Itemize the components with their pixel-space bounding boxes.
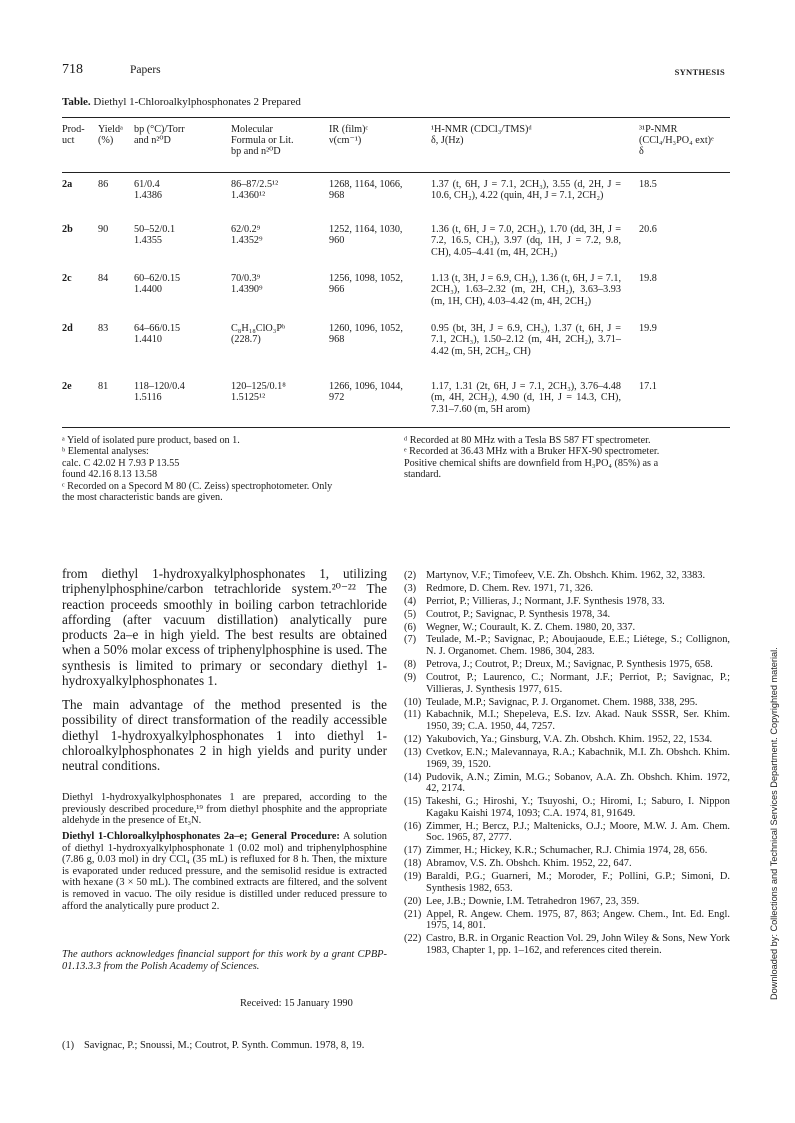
reference-number: (5): [404, 608, 417, 620]
experimental-procedure: [62, 831, 387, 912]
cell-yield: 81: [98, 381, 109, 392]
reference-item: [404, 933, 730, 956]
header-ir: IR (film)ᶜ ν(cm⁻¹): [329, 124, 369, 147]
reference-list: [404, 570, 730, 958]
reference-item: [404, 609, 730, 621]
cell-bp: 61/0.4 1.4386: [134, 179, 163, 202]
cell-pnmr: 18.5: [639, 179, 657, 190]
reference-number: (17): [404, 845, 422, 857]
header-product: Prod- uct: [62, 124, 85, 147]
reference-number: (7): [404, 634, 417, 646]
journal-name: SYNTHESIS: [674, 67, 725, 77]
reference-item: [404, 858, 730, 870]
cell-yield: 83: [98, 323, 109, 334]
cell-hnmr: 1.13 (t, 3H, J = 6.9, CH₃), 1.36 (t, 6H, J = 7.1, 2CH₃), 1.63–2.32 (m, 2H, CH₂), 3.63–3.93 (m, 1H, CH), 4.03–4.42 (m, 4H, 2CH₂): [431, 273, 621, 307]
reference-text: Cvetkov, E.N.; Malevannaya, R.A.; Kabachnik, M.I. Zh. Obshch. Khim. 1969, 39, 1520.: [426, 746, 730, 770]
cell-product: 2a: [62, 179, 73, 190]
cell-molecular: 120–125/0.1⁸ 1.5125¹²: [231, 381, 286, 404]
reference-text: Petrova, J.; Coutrot, P.; Dreux, M.; Savignac, P. Synthesis 1975, 658.: [426, 659, 713, 671]
section-title: Papers: [130, 64, 161, 76]
header-yield: Yieldᵃ (%): [98, 124, 123, 147]
cell-ir: 1252, 1164, 1030, 960: [329, 224, 403, 247]
reference-text: Yakubovich, Ya.; Ginsburg, V.A. Zh. Obshch. Khim. 1952, 22, 1534.: [426, 734, 713, 746]
reference-number: (12): [404, 734, 422, 746]
reference-number: (16): [404, 820, 422, 832]
reference-text: Baraldi, P.G.; Guarneri, M.; Moroder, F.; Pollini, G.P.; Simoni, D. Synthesis 1982, 653.: [426, 871, 730, 894]
cell-pnmr: 20.6: [639, 224, 657, 235]
reference-number: (22): [404, 933, 422, 945]
reference-text: Zimmer, H.; Bercz, P.J.; Maltenicks, O.J.; Moore, M.W. J. Am. Chem. Soc. 1965, 87, 2777.: [426, 820, 730, 844]
reference-text: Pudovik, A.N.; Zimin, M.G.; Sobanov, A.A. Zh. Obshch. Khim. 1972, 42, 2174.: [426, 771, 730, 795]
experimental-paragraph: Diethyl 1-hydroxyalkylphosphonates 1 are prepared, according to the previously described procedure,¹⁹ from diethyl phosphite and the appropriate aldehyde in the presence of Et₃N.: [62, 792, 387, 827]
reference-item: [404, 672, 730, 695]
table-caption-label: Table.: [62, 96, 91, 108]
cell-bp: 60–62/0.15 1.4400: [134, 273, 181, 296]
cell-molecular: C₈H₁₈ClO₃Pᵇ (228.7): [231, 323, 286, 346]
reference-item: [404, 896, 730, 908]
cell-yield: 86: [98, 179, 109, 190]
cell-molecular: 70/0.3⁹ 1.4390⁹: [231, 273, 263, 296]
cell-bp: 118–120/0.4 1.5116: [134, 381, 185, 404]
cell-bp: 50–52/0.1 1.4355: [134, 224, 176, 247]
table-footnotes-right: ᵈ Recorded at 80 MHz with a Tesla BS 587 FT spectrometer. ᵉ Recorded at 36.43 MHz with a Bruker HFX-90 spectrometer. Positive chemical shifts are downfield from H₃PO₄ (85%) as a standard.: [404, 435, 660, 481]
reference-text: Castro, B.R. in Organic Reaction Vol. 29, John Wiley & Sons, New York 1983, Chapter 1, pp. 1–162, and references cited therein.: [426, 933, 730, 956]
reference-item: [404, 634, 730, 657]
reference-item: [404, 596, 730, 608]
cell-ir: 1268, 1164, 1066, 968: [329, 179, 403, 202]
header-bp: bp (°C)/Torr and n²⁰D: [134, 124, 185, 147]
reference-text: Perriot, P.; Villieras, J.; Normant, J.F. Synthesis 1978, 33.: [426, 595, 665, 607]
reference-number: (21): [404, 908, 422, 920]
reference-text: Zimmer, H.; Hickey, K.R.; Schumacher, R.J. Chimia 1974, 28, 656.: [426, 845, 708, 857]
reference-text: Redmore, D. Chem. Rev. 1971, 71, 326.: [426, 582, 594, 594]
reference-number: (13): [404, 746, 422, 758]
reference-item: [404, 583, 730, 595]
body-paragraph: The main advantage of the method presented is the possibility of direct transformation of the readily accessible diethyl 1-hydroxyalkylphosphonates 1 into diethyl 1-chloroalkylphosphonates 2 in high yields and purity under neutral conditions.: [62, 697, 387, 774]
header-molecular: Molecular Formula or Lit. bp and n²⁰D: [231, 124, 294, 158]
reference-item: [404, 570, 730, 582]
reference-item: [404, 709, 730, 732]
cell-pnmr: 19.8: [639, 273, 657, 284]
cell-hnmr: 1.17, 1.31 (2t, 6H, J = 7.1, 2CH₃), 3.76–4.48 (m, 4H, 2CH₂), 4.90 (d, 1H, J = 14.3, CH), 7.31–7.60 (m, 5H arom): [431, 381, 621, 415]
table-bottom-rule: [62, 427, 730, 428]
reference-number: (6): [404, 621, 417, 633]
reference-text: Lee, J.B.; Downie, I.M. Tetrahedron 1967, 23, 359.: [426, 895, 640, 907]
reference-number: (2): [404, 570, 417, 581]
reference-item: [404, 871, 730, 894]
reference-item: [404, 796, 730, 819]
reference-text: Martynov, V.F.; Timofeev, V.E. Zh. Obshch. Khim. 1962, 32, 3383.: [426, 570, 706, 581]
reference-text: Wegner, W.; Courault, K. Z. Chem. 1980, 20, 337.: [426, 621, 636, 633]
table-caption: [62, 96, 301, 108]
body-paragraph: from diethyl 1-hydroxyalkylphosphonates 1, utilizing triphenylphosphine/carbon tetrachloride system.²⁰⁻²² The reaction proceeds smoothly in boiling carbon tetrachloride affording (after vacuum distillation) analytically pure products 2a–e in high yield. The best results are obtained when a 50% molar excess of triphenylphosphine is used. The synthesis is limited to primary or secondary diethyl 1-hydroxyalkylphosphonates 1.: [62, 566, 387, 689]
reference-item: [404, 909, 730, 932]
header-pnmr: ³¹P-NMR (CCl₄/H₃PO₄ ext)ᵉ δ: [639, 124, 714, 158]
table-top-rule: [62, 117, 730, 118]
reference-text: Takeshi, G.; Hiroshi, Y.; Tsuyoshi, O.; Hiromi, I.; Saburo, I. Nippon Kagaku Kaishi 1974, 1093; C.A. 1974, 81, 91649.: [426, 796, 730, 819]
cell-bp: 64–66/0.15 1.4410: [134, 323, 181, 346]
reference-number: (8): [404, 659, 417, 671]
download-notice: Downloaded by: Collections and Technical Services Department. Copyrighted material.: [769, 647, 779, 1000]
reference-item: [404, 622, 730, 634]
cell-product: 2e: [62, 381, 72, 392]
procedure-heading: Diethyl 1-Chloroalkylphosphonates 2a–e; General Procedure:: [62, 831, 340, 842]
reference-item: [404, 821, 730, 844]
cell-ir: 1256, 1098, 1052, 966: [329, 273, 403, 296]
reference-text: Abramov, V.S. Zh. Obshch. Khim. 1952, 22, 647.: [426, 858, 632, 870]
cell-hnmr: 0.95 (bt, 3H, J = 6.9, CH₃), 1.37 (t, 6H, J = 7.1, 2CH₃), 1.50–2.12 (m, 4H, 2CH₂), 3.71–4.42 (m, 5H, 2CH₂, CH): [431, 323, 621, 357]
cell-hnmr: 1.37 (t, 6H, J = 7.1, 2CH₃), 3.55 (d, 2H, J = 10.6, CH₂), 4.22 (quin, 4H, J = 7.1, 2CH₂): [431, 179, 621, 202]
reference-item: [404, 772, 730, 795]
cell-molecular: 86–87/2.5¹² 1.4360¹²: [231, 179, 279, 202]
reference-number: (4): [404, 595, 417, 607]
reference-text: Appel, R. Angew. Chem. 1975, 87, 863; Angew. Chem., Int. Ed. Engl. 1975, 14, 801.: [426, 908, 730, 932]
reference-number: (9): [404, 671, 417, 683]
reference-number: (14): [404, 771, 422, 783]
table-footnotes-left: ᵃ Yield of isolated pure product, based on 1. ᵇ Elemental analyses: calc. C 42.02 H 7.93 P 13.55 found 42.16 8.13 13.58 ᶜ Recorded on a Specord M 80 (C. Zeiss) spectrophotometer. Only the most characteristic bands are given.: [62, 435, 333, 504]
cell-product: 2b: [62, 224, 73, 235]
header-hnmr: ¹H-NMR (CDCl₃/TMS)ᵈ δ, J(Hz): [431, 124, 532, 147]
reference-number: (19): [404, 871, 422, 883]
table-header-rule: [62, 172, 730, 173]
page-number: 718: [62, 62, 83, 77]
cell-yield: 84: [98, 273, 109, 284]
reference-text: Savignac, P.; Snoussi, M.; Coutrot, P. Synth. Commun. 1978, 8, 19.: [84, 1040, 365, 1051]
acknowledgement: The authors acknowledges financial support for this work by a grant CPBP-01.13.3.3 from the Polish Academy of Sciences.: [62, 949, 387, 972]
cell-ir: 1260, 1096, 1052, 968: [329, 323, 403, 346]
reference-number: (15): [404, 796, 422, 808]
received-date: Received: 15 January 1990: [240, 998, 353, 1009]
reference-item: [62, 1040, 387, 1053]
reference-number: (20): [404, 895, 422, 907]
reference-number: (1): [62, 1040, 75, 1051]
cell-hnmr: 1.36 (t, 6H, J = 7.0, 2CH₃), 1.70 (dd, 3H, J = 7.2, 16.5, CH₃), 3.97 (dq, 1H, J = 7.2, 9.8, CH), 4.05–4.41 (m, 4H, 2CH₂): [431, 224, 621, 258]
table-caption-text: Diethyl 1-Chloroalkylphosphonates 2 Prepared: [93, 96, 301, 108]
reference-item: [404, 845, 730, 857]
reference-item: [404, 747, 730, 770]
cell-molecular: 62/0.2⁹ 1.4352⁹: [231, 224, 263, 247]
reference-text: Teulade, M.-P.; Savignac, P.; Aboujaoude, E.E.; Liétege, S.; Collignon, N. J. Organomet. Chem. 1986, 304, 283.: [426, 634, 730, 658]
reference-number: (3): [404, 582, 417, 594]
procedure-text: A solution of diethyl 1-hydroxyalkylphosphonate 1 (0.02 mol) and triphenylphosphine (7.86 g, 0.03 mol) in dry CCl₄ (35 mL) is refluxed for 8 h. Then, the mixture is evaporated under reduced pressure, and the semisolid residue is extracted with hexane (3 × 50 mL). The combined extracts are filtered, and the solvent is removed in vacuo. The oily residue is distilled under reduced pressure to afford the analytically pure product 2.: [62, 831, 388, 912]
reference-number: (18): [404, 858, 422, 870]
cell-ir: 1266, 1096, 1044, 972: [329, 381, 403, 404]
reference-item: [404, 659, 730, 671]
reference-item: [404, 734, 730, 746]
cell-pnmr: 19.9: [639, 323, 657, 334]
reference-text: Coutrot, P.; Savignac, P. Synthesis 1978, 34.: [426, 608, 611, 620]
reference-number: (10): [404, 696, 422, 708]
cell-product: 2c: [62, 273, 72, 284]
cell-pnmr: 17.1: [639, 381, 657, 392]
reference-text: Kabachnik, M.I.; Shepeleva, E.S. Izv. Akad. Nauk SSSR, Ser. Khim. 1950, 39; C.A. 1950, 44, 7257.: [426, 709, 730, 733]
reference-item: [404, 697, 730, 709]
cell-product: 2d: [62, 323, 73, 334]
cell-yield: 90: [98, 224, 109, 235]
reference-text: Coutrot, P.; Laurenco, C.; Normant, J.F.; Perriot, P.; Savignac, P.; Villieras, J. Synthesis 1977, 615.: [426, 671, 730, 695]
reference-number: (11): [404, 709, 421, 721]
reference-text: Teulade, M.P.; Savignac, P. J. Organomet. Chem. 1988, 338, 295.: [426, 696, 698, 708]
